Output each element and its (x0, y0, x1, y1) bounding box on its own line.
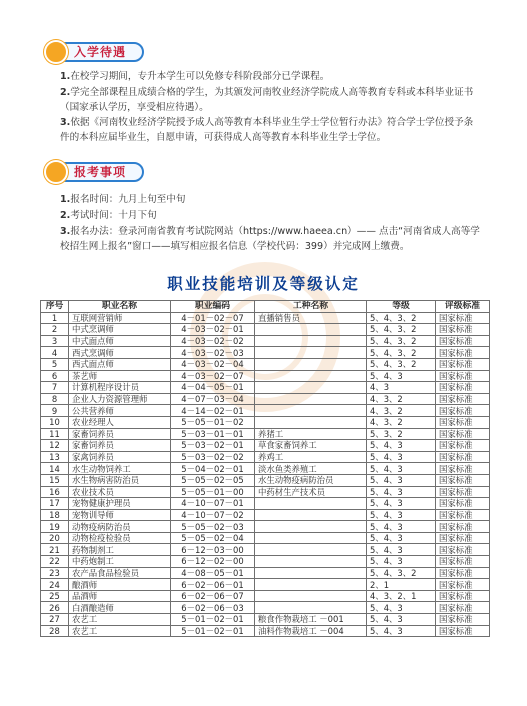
cell-occupation: 宠物训导师 (69, 509, 171, 521)
header-level: 等级 (367, 301, 436, 313)
cell-job-type (255, 498, 367, 510)
table-row (41, 428, 490, 440)
cell-level: 4、3、2、1 (367, 590, 436, 602)
table-row (41, 382, 490, 394)
cell-level: 4、3、2 (367, 393, 436, 405)
cell-job-type (255, 567, 367, 579)
cell-level: 5、4、3 (367, 440, 436, 452)
table-row (41, 532, 490, 544)
cell-standard: 国家标准 (436, 370, 490, 382)
cell-level: 4、3、2 (367, 416, 436, 428)
registration-item-2 (60, 209, 480, 224)
cell-standard: 国家标准 (436, 312, 490, 324)
cell-code: 6－02－06－07 (171, 590, 255, 602)
cell-level: 5、4、3、2 (367, 312, 436, 324)
cell-job-type: 中药材生产技术员 (255, 486, 367, 498)
cell-code: 4－03－02－02 (171, 335, 255, 347)
cell-code: 4－14－02－01 (171, 405, 255, 417)
header-job-type: 工种名称 (255, 301, 367, 313)
cell-level: 5、4、3 (367, 544, 436, 556)
cell-occupation: 酿酒师 (69, 579, 171, 591)
cell-index: 10 (41, 416, 69, 428)
table-row (41, 463, 490, 475)
table-header-row (41, 301, 490, 313)
registration-item-3 (60, 225, 480, 254)
cell-occupation: 农业技术员 (69, 486, 171, 498)
cell-standard: 国家标准 (436, 463, 490, 475)
cell-job-type (255, 347, 367, 359)
cell-occupation: 农产品食品检验员 (69, 567, 171, 579)
section-header-registration (44, 160, 146, 184)
table-row (41, 544, 490, 556)
cell-code: 4－10－07－02 (171, 509, 255, 521)
cell-level: 5、4、3、2 (367, 358, 436, 370)
cell-standard: 国家标准 (436, 486, 490, 498)
item-text: 学完全部课程且成绩合格的学生，为其颁发河南牧业经济学院成人高等教育专科或本科毕业证书（国家承认学历，享受相应待遇）。 (60, 87, 474, 113)
cell-occupation: 动物疫病防治员 (69, 521, 171, 533)
cell-occupation: 农艺工 (69, 614, 171, 626)
cell-level: 5、4、3 (367, 509, 436, 521)
table-body (41, 312, 490, 637)
table-row (41, 440, 490, 452)
cell-standard: 国家标准 (436, 347, 490, 359)
cell-code: 5－03－01－01 (171, 428, 255, 440)
cell-code: 4－03－02－03 (171, 347, 255, 359)
cell-level: 4、3 (367, 382, 436, 394)
cell-standard: 国家标准 (436, 532, 490, 544)
cell-occupation: 互联网营销师 (69, 312, 171, 324)
table-row (41, 614, 490, 626)
cell-index: 13 (41, 451, 69, 463)
cell-level: 5、4、3 (367, 602, 436, 614)
cell-index: 7 (41, 382, 69, 394)
table-row (41, 590, 490, 602)
cell-job-type (255, 579, 367, 591)
cell-index: 28 (41, 625, 69, 637)
cell-level: 5、4、3 (367, 498, 436, 510)
cell-level: 5、4、3 (367, 556, 436, 568)
cell-code: 4－07－03－04 (171, 393, 255, 405)
cell-code: 5－03－02－02 (171, 451, 255, 463)
section-title: 报考事项 (74, 165, 127, 179)
table-row (41, 335, 490, 347)
cell-index: 6 (41, 370, 69, 382)
cell-occupation: 品酒师 (69, 590, 171, 602)
enrollment-item-3 (60, 116, 480, 145)
table-row (41, 509, 490, 521)
cell-index: 23 (41, 567, 69, 579)
cell-occupation: 茶艺师 (69, 370, 171, 382)
cell-index: 17 (41, 498, 69, 510)
cell-occupation: 药物制剂工 (69, 544, 171, 556)
cell-standard: 国家标准 (436, 451, 490, 463)
cell-job-type (255, 556, 367, 568)
cell-level: 5、4、3、2 (367, 335, 436, 347)
table-row (41, 602, 490, 614)
cell-index: 19 (41, 521, 69, 533)
cell-index: 24 (41, 579, 69, 591)
skills-table (40, 300, 490, 637)
cell-level: 5、4、3 (367, 625, 436, 637)
cell-standard: 国家标准 (436, 590, 490, 602)
cell-index: 3 (41, 335, 69, 347)
cell-index: 9 (41, 405, 69, 417)
item-number: 3. (60, 226, 71, 237)
cell-index: 2 (41, 324, 69, 336)
cell-standard: 国家标准 (436, 428, 490, 440)
cell-code: 4－03－02－01 (171, 324, 255, 336)
cell-occupation: 企业人力资源管理师 (69, 393, 171, 405)
cell-occupation: 西式面点师 (69, 358, 171, 370)
cell-level: 5、4、3 (367, 463, 436, 475)
cell-index: 21 (41, 544, 69, 556)
cell-job-type (255, 405, 367, 417)
cell-job-type (255, 602, 367, 614)
cell-standard: 国家标准 (436, 416, 490, 428)
table-row (41, 625, 490, 637)
cell-occupation: 水生动物饲养工 (69, 463, 171, 475)
item-text: 考试时间：十月下旬 (70, 210, 157, 221)
cell-standard: 国家标准 (436, 324, 490, 336)
cell-index: 11 (41, 428, 69, 440)
cell-code: 4－01－02－07 (171, 312, 255, 324)
cell-occupation: 中式烹调师 (69, 324, 171, 336)
cell-level: 2、1 (367, 579, 436, 591)
cell-index: 15 (41, 474, 69, 486)
cell-job-type (255, 370, 367, 382)
registration-item-1 (60, 193, 480, 208)
header-index: 序号 (41, 301, 69, 313)
cell-occupation: 公共营养师 (69, 405, 171, 417)
cell-code: 6－02－06－01 (171, 579, 255, 591)
item-number: 1. (60, 194, 71, 205)
item-text: 在校学习期间，专升本学生可以免修专科阶段部分已学课程。 (70, 71, 330, 82)
cell-index: 27 (41, 614, 69, 626)
cell-index: 26 (41, 602, 69, 614)
cell-code: 5－05－02－03 (171, 521, 255, 533)
cell-code: 4－04－05－01 (171, 382, 255, 394)
cell-job-type: 淡水鱼类养殖工 (255, 463, 367, 475)
cell-standard: 国家标准 (436, 498, 490, 510)
cell-index: 25 (41, 590, 69, 602)
cell-job-type (255, 324, 367, 336)
cell-level: 5、4、3 (367, 486, 436, 498)
table-row (41, 521, 490, 533)
item-number: 2. (60, 210, 71, 221)
cell-standard: 国家标准 (436, 440, 490, 452)
cell-job-type: 油料作物栽培工 －004 (255, 625, 367, 637)
header-code: 职业编码 (171, 301, 255, 313)
cell-index: 16 (41, 486, 69, 498)
cell-index: 4 (41, 347, 69, 359)
item-text: 报名时间：九月上旬至中旬 (70, 194, 186, 205)
cell-index: 20 (41, 532, 69, 544)
cell-level: 5、4、3 (367, 614, 436, 626)
cell-code: 4－08－05－01 (171, 567, 255, 579)
cell-occupation: 水生物病害防治员 (69, 474, 171, 486)
cell-code: 5－05－01－00 (171, 486, 255, 498)
cell-index: 22 (41, 556, 69, 568)
table-row (41, 405, 490, 417)
cell-job-type (255, 358, 367, 370)
cell-level: 5、4、3 (367, 370, 436, 382)
item-text: 依据《河南牧业经济学院授予成人高等教育本科毕业生学士学位暂行办法》符合学士学位授予条件的本科应届毕业生，自愿申请，可获得成人高等教育本科毕业生学士学位。 (60, 117, 474, 143)
cell-job-type (255, 544, 367, 556)
cell-code: 6－12－02－00 (171, 556, 255, 568)
cell-occupation: 西式烹调师 (69, 347, 171, 359)
cell-standard: 国家标准 (436, 405, 490, 417)
bullet-circle-icon (44, 40, 68, 64)
cell-occupation: 家畜饲养员 (69, 428, 171, 440)
section-header-enrollment (44, 40, 146, 64)
cell-index: 12 (41, 440, 69, 452)
table-row (41, 567, 490, 579)
cell-occupation: 动物检疫检验员 (69, 532, 171, 544)
cell-code: 5－05－02－05 (171, 474, 255, 486)
cell-job-type (255, 335, 367, 347)
cell-standard: 国家标准 (436, 521, 490, 533)
cell-job-type (255, 532, 367, 544)
cell-occupation: 计算机程序设计员 (69, 382, 171, 394)
cell-level: 5、3、2 (367, 428, 436, 440)
section-title: 入学待遇 (74, 45, 127, 59)
cell-code: 4－03－02－07 (171, 370, 255, 382)
table-row (41, 474, 490, 486)
cell-level: 5、4、3 (367, 474, 436, 486)
table-row (41, 393, 490, 405)
cell-job-type: 草食家畜饲养工 (255, 440, 367, 452)
cell-code: 5－01－02－01 (171, 614, 255, 626)
cell-standard: 国家标准 (436, 358, 490, 370)
cell-level: 5、4、3、2 (367, 347, 436, 359)
enrollment-item-1 (60, 70, 480, 85)
cell-code: 4－03－02－04 (171, 358, 255, 370)
cell-index: 5 (41, 358, 69, 370)
cell-standard: 国家标准 (436, 335, 490, 347)
cell-standard: 国家标准 (436, 602, 490, 614)
cell-job-type (255, 590, 367, 602)
table-row (41, 579, 490, 591)
table-row (41, 556, 490, 568)
cell-standard: 国家标准 (436, 474, 490, 486)
table-row (41, 451, 490, 463)
header-occupation: 职业名称 (69, 301, 171, 313)
item-number: 3. (60, 117, 71, 128)
cell-standard: 国家标准 (436, 614, 490, 626)
table-row (41, 370, 490, 382)
cell-code: 5－05－01－02 (171, 416, 255, 428)
cell-job-type: 直播销售员 (255, 312, 367, 324)
cell-job-type: 水生动物疫病防治员 (255, 474, 367, 486)
cell-index: 1 (41, 312, 69, 324)
cell-code: 4－10－07－01 (171, 498, 255, 510)
cell-standard: 国家标准 (436, 579, 490, 591)
cell-job-type: 养猪工 (255, 428, 367, 440)
cell-occupation: 家畜饲养员 (69, 440, 171, 452)
cell-code: 5－01－02－01 (171, 625, 255, 637)
cell-job-type (255, 509, 367, 521)
cell-job-type (255, 393, 367, 405)
cell-job-type: 粮食作物栽培工 －001 (255, 614, 367, 626)
cell-level: 5、4、3、2 (367, 567, 436, 579)
item-number: 1. (60, 71, 71, 82)
cell-standard: 国家标准 (436, 556, 490, 568)
bullet-circle-icon (44, 160, 68, 184)
cell-occupation: 宠物健康护理员 (69, 498, 171, 510)
cell-job-type (255, 416, 367, 428)
cell-standard: 国家标准 (436, 544, 490, 556)
table-row (41, 324, 490, 336)
cell-code: 5－05－02－04 (171, 532, 255, 544)
cell-index: 14 (41, 463, 69, 475)
item-number: 2. (60, 87, 71, 98)
table-title: 职业技能培训及等级认定 (167, 275, 360, 293)
cell-index: 18 (41, 509, 69, 521)
table-row (41, 486, 490, 498)
table-row (41, 416, 490, 428)
cell-job-type (255, 521, 367, 533)
cell-job-type: 养鸡工 (255, 451, 367, 463)
item-text: 报名办法：登录河南省教育考试院网站（https://www.haeea.cn）—— 点击“河南省成人高等学校招生网上报名”窗口——填写相应报名信息（学校代码：399）并完成网上缴费。 (60, 226, 480, 252)
table-row (41, 358, 490, 370)
cell-occupation: 白酒酿造师 (69, 602, 171, 614)
cell-occupation: 中药炮制工 (69, 556, 171, 568)
cell-standard: 国家标准 (436, 509, 490, 521)
cell-code: 6－02－06－03 (171, 602, 255, 614)
table-row (41, 312, 490, 324)
header-standard: 评级标准 (436, 301, 490, 313)
cell-code: 5－04－02－01 (171, 463, 255, 475)
cell-code: 5－03－02－01 (171, 440, 255, 452)
cell-occupation: 中式面点师 (69, 335, 171, 347)
cell-code: 6－12－03－00 (171, 544, 255, 556)
cell-level: 5、4、3 (367, 521, 436, 533)
table-row (41, 347, 490, 359)
cell-level: 5、4、3、2 (367, 324, 436, 336)
cell-occupation: 农业经理人 (69, 416, 171, 428)
enrollment-item-2 (60, 86, 480, 115)
cell-level: 5、4、3 (367, 451, 436, 463)
cell-level: 5、4、3 (367, 532, 436, 544)
cell-standard: 国家标准 (436, 567, 490, 579)
cell-standard: 国家标准 (436, 393, 490, 405)
table-row (41, 498, 490, 510)
cell-level: 4、3、2 (367, 405, 436, 417)
cell-job-type (255, 382, 367, 394)
cell-standard: 国家标准 (436, 625, 490, 637)
cell-occupation: 家禽饲养员 (69, 451, 171, 463)
cell-standard: 国家标准 (436, 382, 490, 394)
cell-occupation: 农艺工 (69, 625, 171, 637)
cell-index: 8 (41, 393, 69, 405)
